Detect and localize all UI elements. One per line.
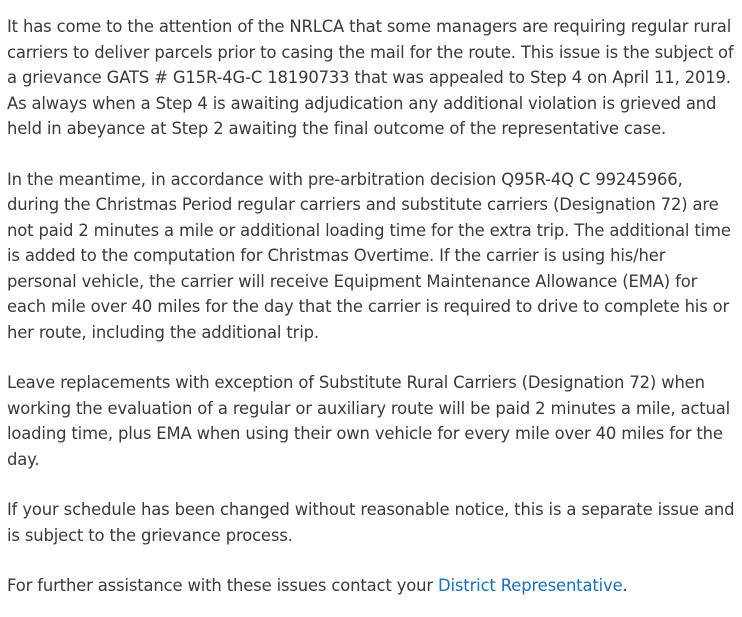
closing-period: . (622, 576, 628, 595)
paragraph-christmas-period: In the meantime, in accordance with pre-arbitration decision Q95R-4Q C 99245966, during the Christmas Period regular carriers and substitute carriers (Designation 72) are not paid 2 minutes a mile or additional loading time for the extra trip. The additional time is added to the computation for Christmas Overtime. If the carrier is using his/her personal vehicle, the carrier will receive Equipment Maintenance Allowance (EMA) for each mile over 40 miles for the day that the carrier is required to drive to complete his or her route, including the additional trip. (7, 169, 731, 342)
district-representative-link[interactable]: District Representative (438, 576, 623, 595)
paragraph-leave-replacements: Leave replacements with exception of Substitute Rural Carriers (Designation 72) when working the evaluation of a regular or auxiliary route will be paid 2 minutes a mile, actual loading time, plus EMA when using their own vehicle for every mile over 40 miles for the day. (7, 373, 731, 469)
closing-text: For further assistance with these issues contact your (7, 576, 439, 595)
paragraph-parcel-delivery: It has come to the attention of the NRLCA that some managers are requiring regular rural carriers to deliver parcels prior to casing the mail for the route. This issue is the subject of a grievance GATS # G15R-4G-C 18190733 that was appealed to Step 4 on April 11, 2019. As always when a Step 4 is awaiting adjudication any additional violation is grieved and held in abeyance at Step 2 awaiting the final outcome of the representative case. (7, 17, 734, 138)
paragraph-schedule-change: If your schedule has been changed without reasonable notice, this is a separate issue and is subject to the grievance process. (7, 500, 735, 545)
paragraph-closing (7, 573, 735, 599)
article-body (7, 14, 735, 599)
